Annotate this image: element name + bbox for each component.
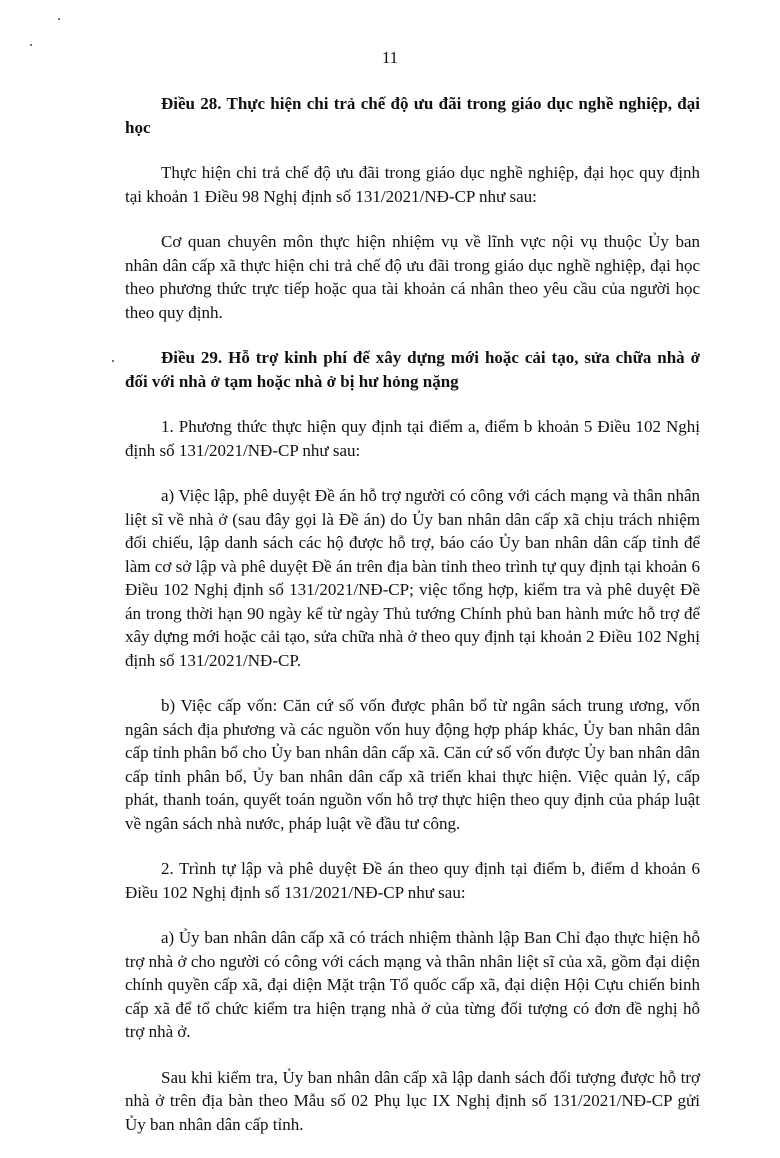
scan-speck (58, 18, 60, 20)
document-body (125, 92, 700, 1158)
paragraph: Sau khi kiểm tra, Ủy ban nhân dân cấp xã lập danh sách đối tượng được hỗ trợ nhà ở trên địa bàn theo Mẫu số 02 Phụ lục IX Nghị định số 131/2021/NĐ-CP gửi Ủy ban nhân dân cấp tỉnh. (125, 1067, 700, 1134)
paragraph: Cơ quan chuyên môn thực hiện nhiệm vụ về lĩnh vực nội vụ thuộc Ủy ban nhân dân cấp xã thực hiện chi trả chế độ ưu đãi trong giáo dục nghề nghiệp, đại học theo phương thức trực tiếp hoặc qua tài khoản cá nhân theo yêu cầu của người học theo quy định. (125, 232, 700, 322)
paragraph: 2. Trình tự lập và phê duyệt Đề án theo quy định tại điểm b, điểm d khoản 6 Điều 102 Nghị định số 131/2021/NĐ-CP như sau: (125, 859, 700, 902)
scan-speck (30, 44, 32, 46)
paragraph: a) Việc lập, phê duyệt Đề án hỗ trợ người có công với cách mạng và thân nhân liệt sĩ về nhà ở (sau đây gọi là Đề án) do Ủy ban nhân dân cấp xã chịu trách nhiệm đối chiếu, lập danh sách các hộ được hỗ trợ, báo cáo Ủy ban nhân dân cấp tỉnh để làm cơ sở lập và phê duyệt Đề án trên địa bàn tỉnh theo trình tự quy định tại khoản 6 Điều 102 Nghị định số 131/2021/NĐ-CP; việc tổng hợp, kiểm tra và phê duyệt Đề án trong thời hạn 90 ngày kể từ ngày Thủ tướng Chính phủ ban hành mức hỗ trợ để xây dựng mới hoặc cải tạo, sửa chữa nhà ở theo quy định tại khoản 2 Điều 102 Nghị định số 131/2021/NĐ-CP. (125, 486, 700, 670)
paragraph: Thực hiện chi trả chế độ ưu đãi trong giáo dục nghề nghiệp, đại học quy định tại khoản 1 Điều 98 Nghị định số 131/2021/NĐ-CP như sau: (125, 163, 700, 206)
article-28-heading: Điều 28. Thực hiện chi trả chế độ ưu đãi trong giáo dục nghề nghiệp, đại học (125, 94, 700, 137)
scan-speck (112, 360, 114, 362)
paragraph: a) Ủy ban nhân dân cấp xã có trách nhiệm thành lập Ban Chỉ đạo thực hiện hỗ trợ nhà ở cho người có công với cách mạng và thân nhân liệt sĩ của xã, gồm đại diện chính quyền cấp xã, đại diện Mặt trận Tổ quốc cấp xã, đại diện Hội Cựu chiến binh cấp xã để tổ chức kiểm tra hiện trạng nhà ở của từng đối tượng có đơn đề nghị hỗ trợ nhà ở. (125, 928, 700, 1041)
paragraph: 1. Phương thức thực hiện quy định tại điểm a, điểm b khoản 5 Điều 102 Nghị định số 131/2021/NĐ-CP như sau: (125, 417, 700, 460)
paragraph: b) Việc cấp vốn: Căn cứ số vốn được phân bổ từ ngân sách trung ương, vốn ngân sách địa phương và các nguồn vốn huy động hợp pháp khác, Ủy ban nhân dân cấp tỉnh phân bổ cho Ủy ban nhân dân cấp xã. Căn cứ số vốn được Ủy ban nhân dân cấp tỉnh phân bổ, Ủy ban nhân dân cấp xã triển khai thực hiện. Việc quản lý, cấp phát, thanh toán, quyết toán nguồn vốn hỗ trợ thực hiện theo quy định của pháp luật về ngân sách nhà nước, pháp luật về đầu tư công. (125, 696, 700, 833)
article-29-heading: Điều 29. Hỗ trợ kinh phí để xây dựng mới hoặc cải tạo, sửa chữa nhà ở đối với nhà ở tạm hoặc nhà ở bị hư hỏng nặng (125, 348, 700, 391)
page-number: 11 (381, 48, 399, 67)
